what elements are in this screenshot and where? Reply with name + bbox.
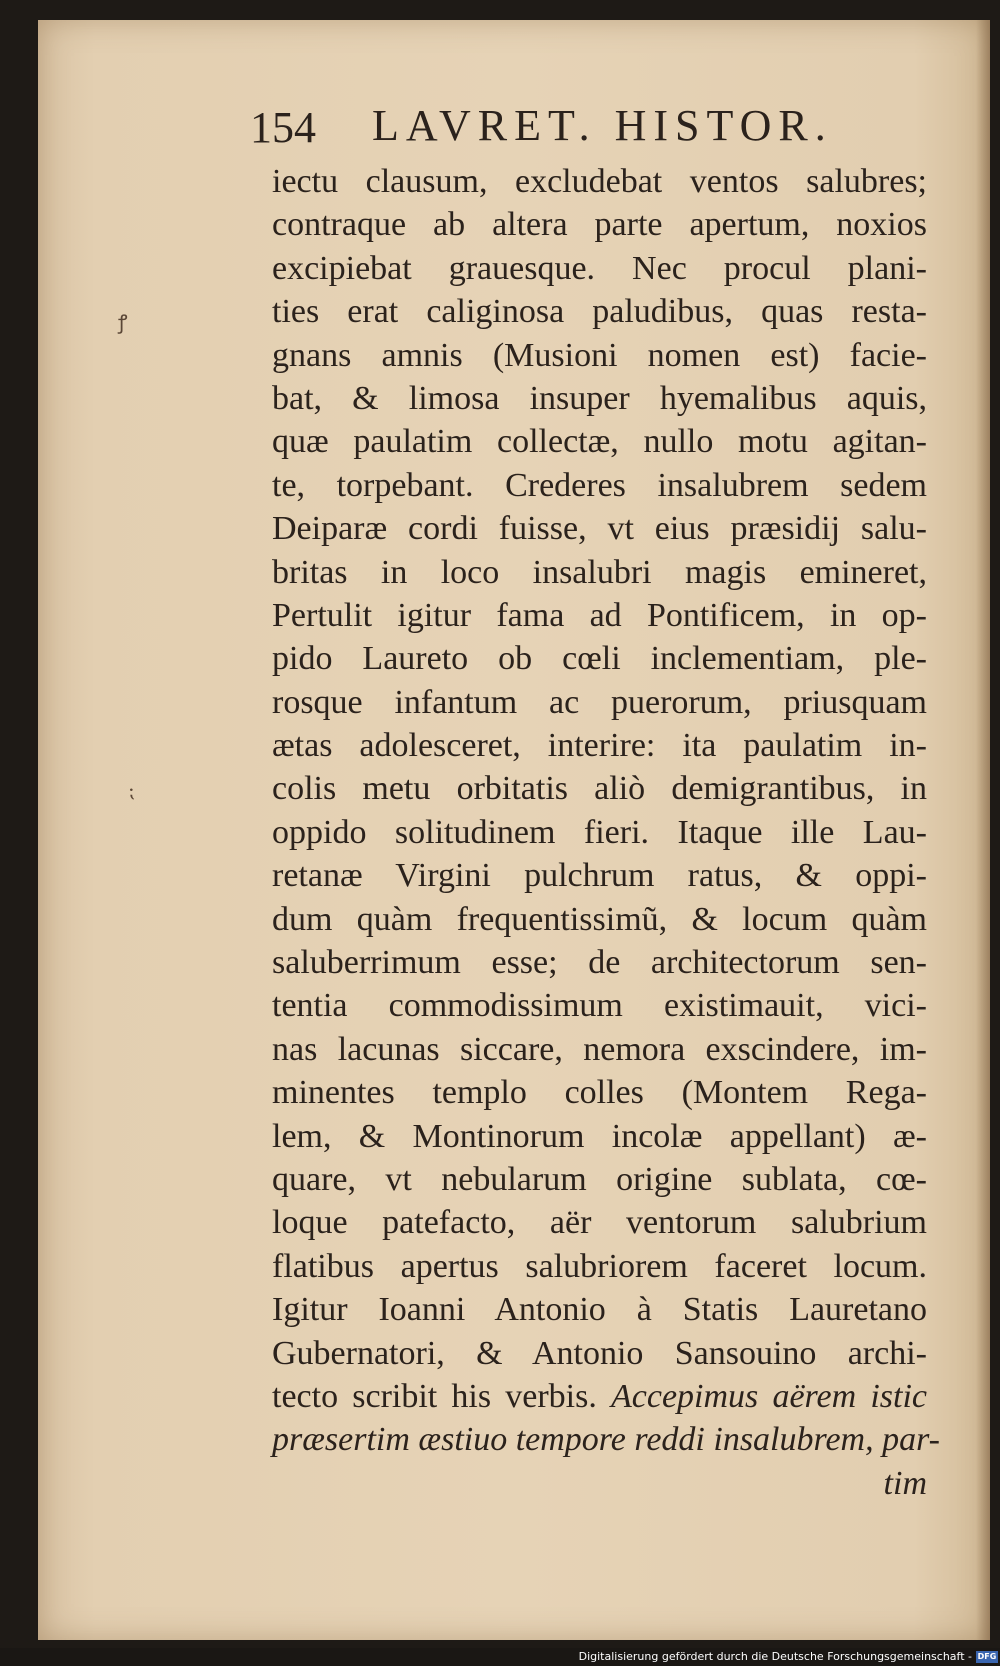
- text-line: Deiparæ cordi fuisse, vt eius præsidij salu-: [272, 510, 927, 548]
- running-head: LAVRET. HISTOR.: [372, 101, 833, 150]
- text-line: britas in loco insalubri magis emineret,: [272, 553, 927, 591]
- text-line: lem, & Montinorum incolæ appellant) æ-: [272, 1117, 927, 1155]
- footer-bar: [0, 1648, 1000, 1666]
- text-line: loque patefacto, aër ventorum salubrium: [272, 1204, 927, 1242]
- funding-credit: Digitalisierung gefördert durch die Deutsche Forschungsgemeinschaft -: [578, 1650, 972, 1663]
- text-line: retanæ Virgini pulchrum ratus, & oppi-: [272, 857, 927, 895]
- margin-mark-ink-2: ⁏: [128, 778, 135, 802]
- text-line: colis metu orbitatis aliò demigrantibus, in: [272, 770, 927, 808]
- page-edge-shadow: [976, 20, 990, 1640]
- text-line: saluberrimum esse; de architectorum sen-: [272, 944, 927, 982]
- text-line: contraque ab altera parte apertum, noxios: [272, 206, 927, 244]
- text-line: ætas adolesceret, interire: ita paulatim in-: [272, 727, 927, 765]
- margin-mark-ink: ꝭ: [118, 310, 128, 334]
- text-line: oppido solitudinem fieri. Itaque ille Lau-: [272, 813, 927, 851]
- page-header: [250, 100, 890, 156]
- text-line: iectu clausum, excludebat ventos salubres;: [272, 163, 927, 200]
- text-line: bat, & limosa insuper hyemalibus aquis,: [272, 379, 927, 417]
- text-line: Pertulit igitur fama ad Pontificem, in op-: [272, 596, 927, 634]
- body-text: [272, 160, 940, 1505]
- text-line: dum quàm frequentissimũ, & locum quàm: [272, 900, 927, 938]
- text-line: ties erat caliginosa paludibus, quas resta-: [272, 293, 927, 331]
- text-line: rosque infantum ac puerorum, priusquam: [272, 683, 927, 721]
- text-line: quare, vt nebularum origine sublata, cœ-: [272, 1160, 927, 1198]
- catchword: tim: [883, 1464, 927, 1502]
- text-line: quæ paulatim collectæ, nullo motu agitan-: [272, 423, 927, 461]
- dfg-logo-icon: DFG: [977, 1652, 997, 1661]
- text-line: Igitur Ioanni Antonio à Statis Lauretano: [272, 1291, 927, 1329]
- text-line: minentes templo colles (Montem Rega-: [272, 1074, 927, 1112]
- text-line: excipiebat grauesque. Nec procul plani-: [272, 249, 927, 287]
- text-line: nas lacunas siccare, nemora exscindere, im-: [272, 1030, 927, 1068]
- text-line: pido Laureto ob cœli inclementiam, ple-: [272, 640, 927, 678]
- text-line: Gubernatori, & Antonio Sansouino archi-: [272, 1334, 927, 1372]
- text-line-italic: præsertim æstiuo tempore reddi insalubrem, par-: [272, 1421, 940, 1459]
- text-line: gnans amnis (Musioni nomen est) facie-: [272, 336, 927, 374]
- text-line: tentia commodissimum existimauit, vici-: [272, 987, 927, 1025]
- page-number: 154: [250, 103, 316, 152]
- text-line: flatibus apertus salubriorem faceret locum.: [272, 1247, 927, 1285]
- text-line-italic-quote-start: tecto scribit his verbis. Accepimus aërem istic: [272, 1377, 927, 1415]
- text-line: te, torpebant. Crederes insalubrem sedem: [272, 466, 927, 504]
